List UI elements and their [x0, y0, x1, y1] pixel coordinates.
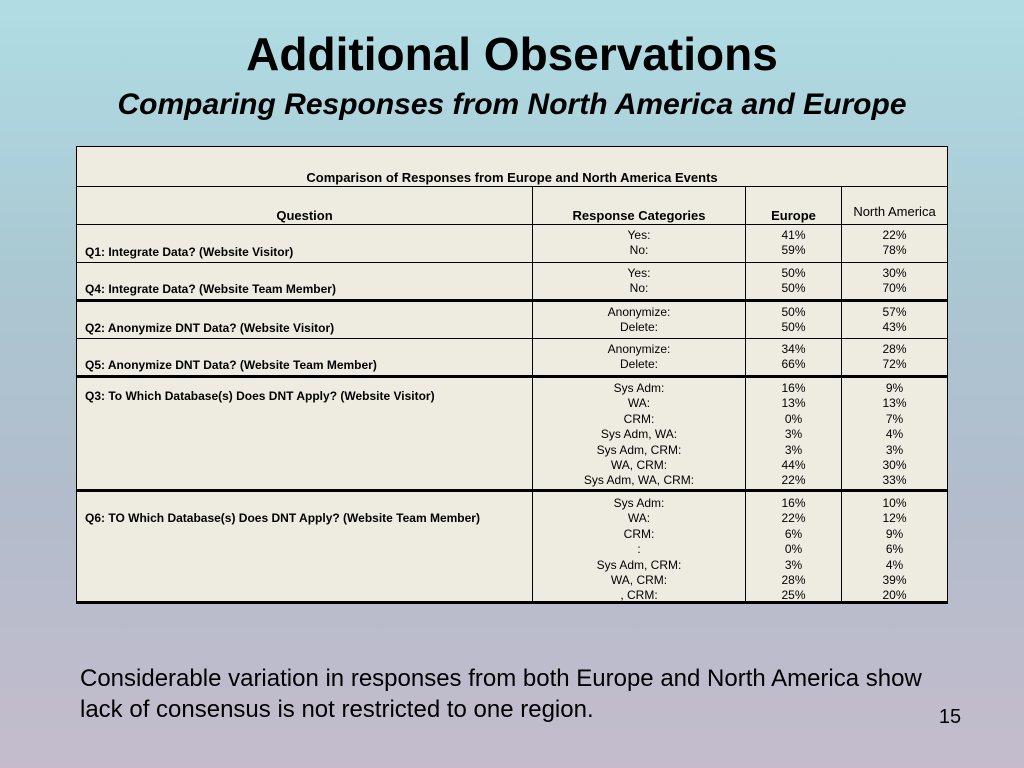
- response-categories-cell: Sys Adm: WA: CRM: Sys Adm, WA: Sys Adm, CRM: WA, CRM: Sys Adm, WA, CRM:: [533, 378, 746, 489]
- europe-cell: 16% 22% 6% 0% 3% 28% 25%: [746, 492, 842, 602]
- slide-title: Additional Observations: [246, 28, 778, 80]
- table-header-row: [77, 187, 947, 225]
- north-america-cell: 10% 12% 9% 6% 4% 39% 20%: [882, 496, 907, 603]
- table-row: [77, 339, 947, 378]
- page-number: 15: [938, 706, 962, 728]
- question-cell: Q5: Anonymize DNT Data? (Website Team Member): [77, 339, 533, 375]
- question-cell: Q1: Integrate Data? (Website Visitor): [77, 225, 533, 262]
- response-categories-cell: Anonymize: Delete:: [533, 302, 746, 338]
- footer-observation-text: Considerable variation in responses from both Europe and North America show lack of consensus is not restricted to one region.: [80, 665, 922, 723]
- question-cell: Q4: Integrate Data? (Website Team Member): [77, 263, 533, 299]
- header-north-america: North America: [853, 204, 936, 219]
- question-cell: Q2: Anonymize DNT Data? (Website Visitor): [77, 302, 533, 338]
- question-cell: Q6: TO Which Database(s) Does DNT Apply? (Website Team Member): [77, 492, 533, 602]
- header-question: Question: [77, 187, 533, 224]
- north-america-cell: 30% 70%: [882, 266, 907, 296]
- header-europe: Europe: [746, 187, 842, 224]
- north-america-cell: 57% 43%: [882, 305, 907, 335]
- table-row: [77, 263, 947, 302]
- response-categories-cell: Yes: No:: [533, 225, 746, 262]
- comparison-table: [76, 146, 948, 604]
- table-row: [77, 225, 947, 263]
- europe-cell: 41% 59%: [746, 225, 842, 262]
- europe-cell: 50% 50%: [746, 263, 842, 299]
- europe-cell: 34% 66%: [746, 339, 842, 375]
- response-categories-cell: Sys Adm: WA: CRM: : Sys Adm, CRM: WA, CRM: , CRM:: [533, 492, 746, 602]
- table-row: [77, 492, 947, 602]
- header-response-categories: Response Categories: [533, 187, 746, 224]
- europe-cell: 50% 50%: [746, 302, 842, 338]
- north-america-cell: 28% 72%: [882, 342, 907, 372]
- response-categories-cell: Yes: No:: [533, 263, 746, 299]
- question-cell: Q3: To Which Database(s) Does DNT Apply? (Website Visitor): [77, 378, 533, 489]
- response-categories-cell: Anonymize: Delete:: [533, 339, 746, 375]
- table-row: [77, 302, 947, 339]
- slide-subtitle: Comparing Responses from North America and Europe: [117, 88, 907, 121]
- table-caption: Comparison of Responses from Europe and North America Events: [77, 147, 947, 187]
- europe-cell: 16% 13% 0% 3% 3% 44% 22%: [746, 378, 842, 489]
- north-america-cell: 22% 78%: [882, 228, 907, 258]
- north-america-cell: 9% 13% 7% 4% 3% 30% 33%: [882, 381, 907, 488]
- table-row: [77, 378, 947, 492]
